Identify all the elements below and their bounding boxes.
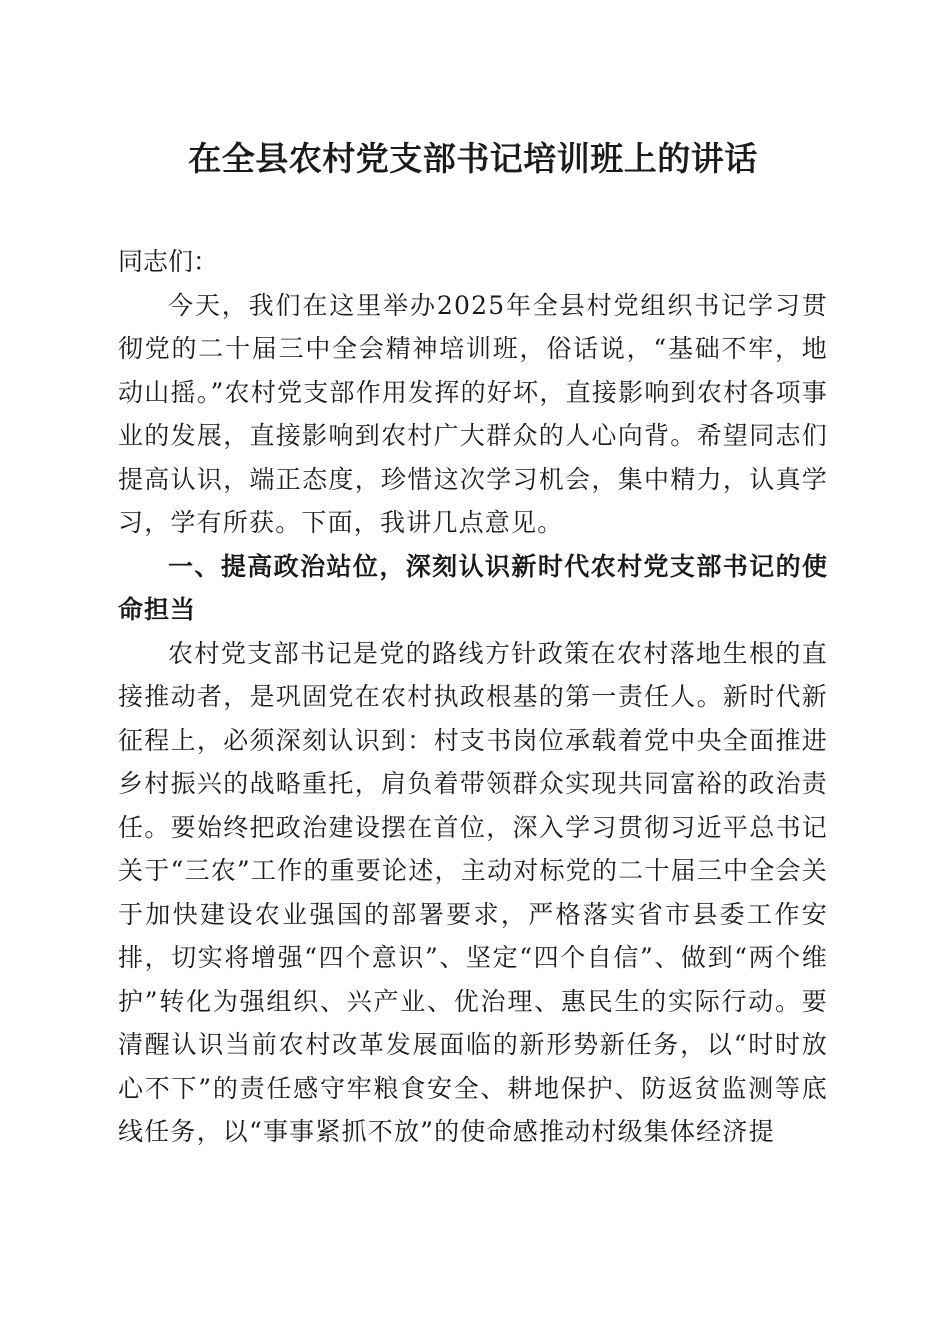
section-heading-1: 一、提高政治站位，深刻认识新时代农村党支部书记的使命担当: [118, 551, 828, 624]
document-title: 在全县农村党支部书记培训班上的讲话: [188, 139, 758, 178]
document-page: [118, 124, 828, 1154]
paragraph-intro: 今天，我们在这里举办2025年全县村党组织书记学习贯彻党的二十届三中全会精神培训班，俗话说，“基础不牢，地动山摇。”农村党支部作用发挥的好坏，直接影响到农村各项事业的发展，直接影响到农村广大群众的人心向背。希望同志们提高认识，端正态度，珍惜这次学习机会，集中精力，认真学习，学有所获。下面，我讲几点意见。: [118, 290, 828, 537]
salutation: 同志们：: [118, 247, 219, 276]
paragraph-section-1: 农村党支部书记是党的路线方针政策在农村落地生根的直接推动者，是巩固党在农村执政根基的第一责任人。新时代新征程上，必须深刻认识到：村支书岗位承载着党中央全面推进乡村振兴的战略重托，肩负着带领群众实现共同富裕的政治责任。要始终把政治建设摆在首位，深入学习贯彻习近平总书记关于“三农”工作的重要论述，主动对标党的二十届三中全会关于加快建设农业强国的部署要求，严格落实省市县委工作安排，切实将增强“四个意识”、坚定“四个自信”、做到“两个维护”转化为强组织、兴产业、优治理、惠民生的实际行动。要清醒认识当前农村改革发展面临的新形势新任务，以“时时放心不下”的责任感守牢粮食安全、耕地保护、防返贫监测等底线任务，以“事事紧抓不放”的使命感推动村级集体经济提: [118, 638, 828, 1146]
